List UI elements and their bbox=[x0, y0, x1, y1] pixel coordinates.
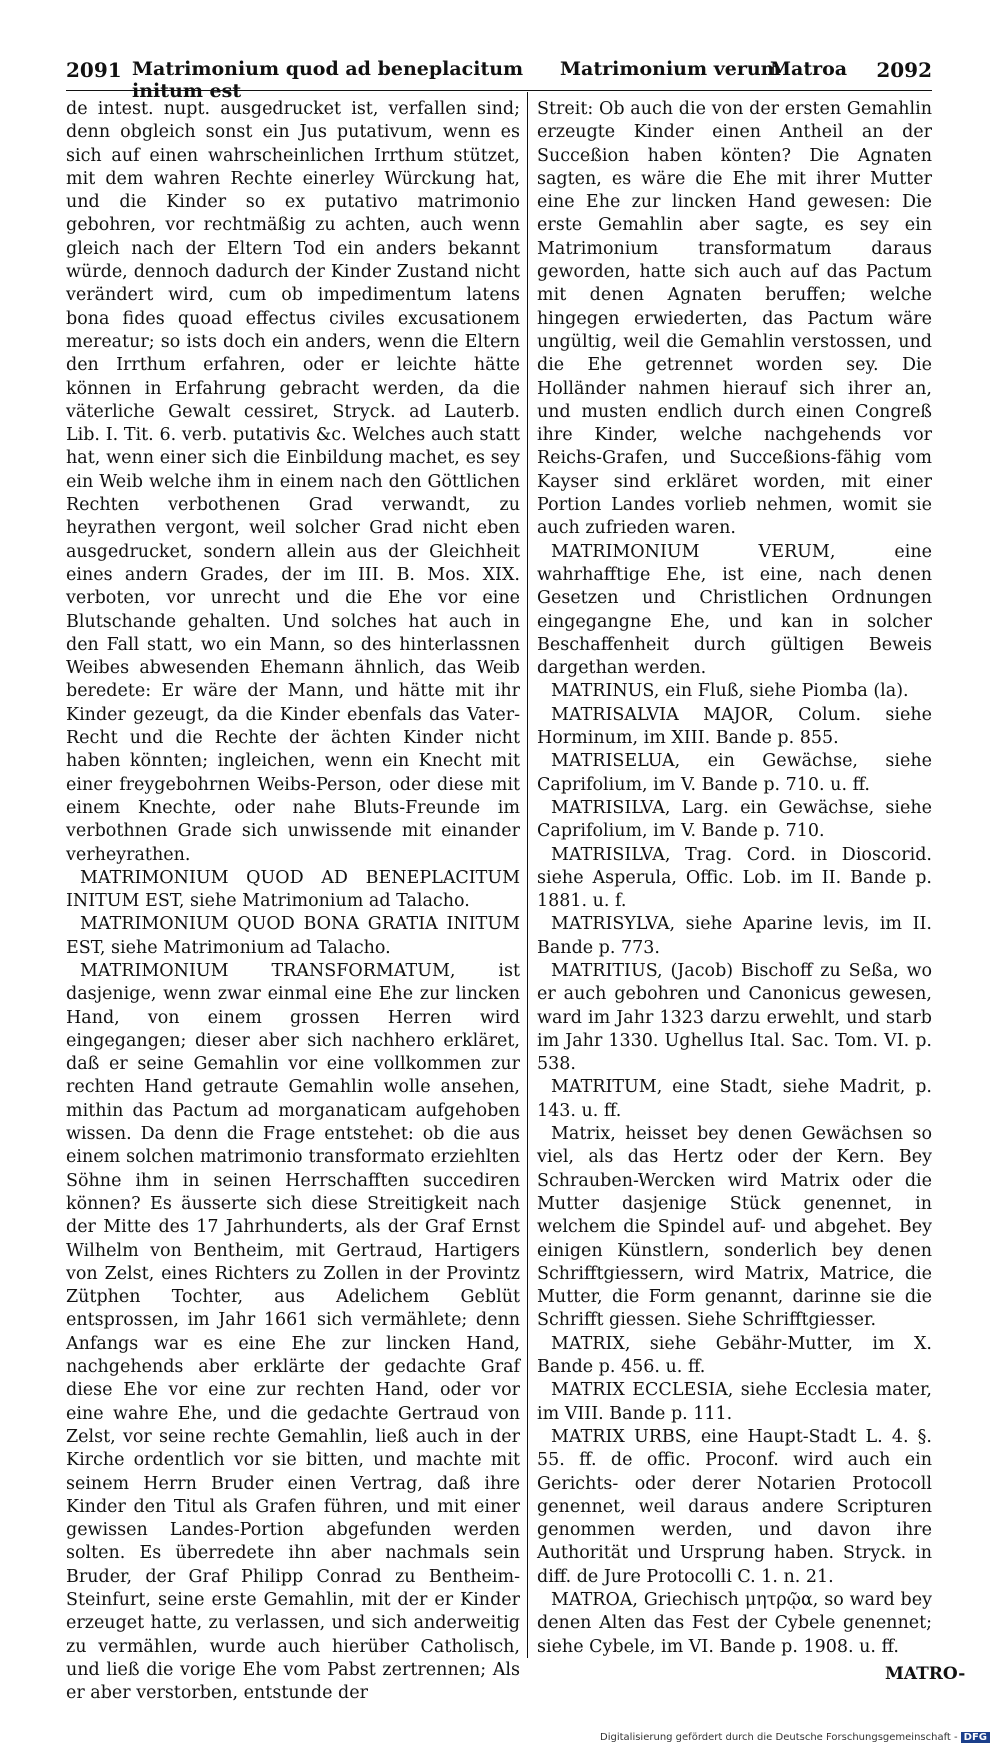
catchword: MATRO- bbox=[885, 1664, 966, 1684]
right-header-catch: Matroa bbox=[770, 58, 848, 80]
right-page-number: 2092 bbox=[876, 58, 932, 82]
digitization-footer bbox=[600, 1732, 990, 1743]
footer-text: Digitalisierung gefördert durch die Deutsche Forschungsgemeinschaft - bbox=[600, 1732, 958, 1743]
dfg-logo: DFG bbox=[961, 1732, 990, 1743]
entry-matrisalvia-major: MATRISALVIA MAJOR, Colum. siehe Horminum, im XIII. Bande p. 855. bbox=[537, 704, 932, 749]
entry-matroa: MATROA, Griechisch μητρῷα, so ward bey denen Alten das Fest der Cybele genennet; siehe Cybele, im VI. Bande p. 1908. u. ff. bbox=[537, 1590, 932, 1657]
left-running-title: Matrimonium quod ad beneplacitum initum est bbox=[132, 58, 524, 102]
entry-matrix-plants: Matrix, heisset bey denen Gewächsen so viel, als das Hertz oder der Kern. Bey Schrauben-Wercken wird Matrix oder die Mutter dasjenige Stück genennet, in welchem die Spindel auf- und abgehet. Bey einigen Künstlern, sonderlich bey denen Schrifftgiessern, wird Matrix, Matrice, die Mutter, die Form genannt, darinne sie die Schrifft giessen. Siehe Schrifftgiesser. bbox=[537, 1124, 932, 1331]
entry-matrix: MATRIX, siehe Gebähr-Mutter, im X. Bande p. 456. u. ff. bbox=[537, 1333, 932, 1378]
continuation-paragraph-right: Streit: Ob auch die von der ersten Gemahlin erzeugte Kinder einen Antheil an der Succeßion haben könten? Die Agnaten sagten, es wäre die Ehe mit ihrer Mutter eine Ehe zur lincken Hand gewesen: Die erste Gemahlin aber sagte, es sey ein Matrimonium transformatum daraus geworden, hatte sich auch auf das Pactum mit denen Agnaten beruffen; welche hingegen erwiederten, das Pactum wäre ungültig, weil die Gemahlin verstossen, und die Ehe getrennet worden sey. Die Holländer nahmen hierauf sich ihrer an, und musten endlich durch einen Congreß ihre Kinder, welche nachgehends vor Reichs-Grafen, und Succeßions-fähig vom Kayser sind erkläret worden, mit einer Portion Landes vorlieb nehmen, womit sie auch zufrieden waren. bbox=[537, 99, 932, 539]
entry-matrisylva: MATRISYLVA, siehe Aparine levis, im II. Bande p. 773. bbox=[537, 914, 932, 958]
entry-matritum: MATRITUM, eine Stadt, siehe Madrit, p. 143. u. ff. bbox=[537, 1077, 932, 1121]
entry-matrimonium-verum: MATRIMONIUM VERUM, eine wahrhafftige Ehe, ist eine, nach denen Gesetzen und Christlichen Ordnungen eingegangne Ehe, und kan in solcher Beschaffenheit durch gültigen Beweis dargethan werden. bbox=[537, 541, 932, 679]
entry-matrimonium-quod-bona-gratia: MATRIMONIUM QUOD BONA GRATIA INITUM EST, siehe Matrimonium ad Talacho. bbox=[66, 914, 520, 958]
left-column bbox=[66, 98, 520, 1705]
right-column bbox=[537, 98, 932, 1659]
entry-matrinus: MATRINUS, ein Fluß, siehe Piomba (la). bbox=[551, 681, 909, 702]
entry-matritius: MATRITIUS, (Jacob) Bischoff zu Seßa, wo er auch gebohren und Canonicus gewesen, ward im Jahr 1323 darzu erwehlt, und starb im Jahr 1330. Ughellus Ital. Sac. Tom. VI. p. 538. bbox=[537, 960, 932, 1075]
right-page-header bbox=[552, 58, 932, 92]
right-running-title: Matrimonium verum bbox=[560, 58, 781, 80]
entry-matrix-urbs: MATRIX URBS, eine Haupt-Stadt L. 4. §. 55. ff. de offic. Proconf. wird auch ein Gerichts- oder derer Notarien Protocoll genennet, weil daraus andere Scripturen genommen werden, und davon ihre Authorität und Ursprung haben. Stryck. in diff. de Jure Protocolli C. 1. n. 21. bbox=[537, 1426, 932, 1587]
entry-matrix-ecclesia: MATRIX ECCLESIA, siehe Ecclesia mater, im VIII. Bande p. 111. bbox=[537, 1380, 932, 1424]
column-divider bbox=[527, 92, 528, 1658]
entry-matrisilva-trag: MATRISILVA, Trag. Cord. in Dioscorid. siehe Asperula, Offic. Lob. im II. Bande p. 1881. u. f. bbox=[537, 844, 932, 912]
entry-matrimonium-transformatum: MATRIMONIUM TRANSFORMATUM, ist dasjenige, wenn zwar einmal eine Ehe zur lincken Hand, von einem grossen Herren wird eingegangen; dieser aber sich nachhero erkläret, daß er seine Gemahlin vor eine vollkommen zur rechten Hand getraute Gemahlin wolle ansehen, mithin das Pactum ad morganaticam aufgehoben wissen. Da denn die Frage entstehet: ob die aus einem solchen matrimonio transformato erziehlten Söhne ihm in seinen Herrschafften succediren können? Es äusserte sich diese Streitigkeit nach der Mitte des 17 Jahrhunderts, als der Graf Ernst Wilhelm von Bentheim, mit Gertraud, Hartigers von Zelst, eines Richters zu Zollen in der Provintz Zütphen Tochter, aus Adelichem Geblüt entsprossen, im Jahr 1661 sich vermählete; denn Anfangs war es eine Ehe zur lincken Hand, nachgehends aber erklärte der gedachte Graf diese Ehe vor eine zur rechten Hand, oder vor eine wahre Ehe, und die gedachte Gertraud von Zelst, vor seine rechte Gemahlin, ließ auch in der Kirche ordentlich vor sie bitten, und machte mit seinem Herrn Bruder einen Vertrag, daß ihre Kinder den Titul als Grafen führen, und mit einer gewissen Landes-Portion abgefunden werden solten. Es überredete ihn aber nachmals sein Bruder, der Graf Philipp Conrad zu Bentheim-Steinfurt, seine erste Gemahlin, mit der er Kinder erzeuget hatte, zu verlassen, und sich anderweitig zu vermählen, wurde auch hierüber Catholisch, und ließ die vorige Ehe vom Pabst zertrennen; Als er aber verstorben, entstunde der bbox=[66, 960, 520, 1704]
entry-matrisilva-larg: MATRISILVA, Larg. ein Gewächse, siehe Caprifolium, im V. Bande p. 710. bbox=[537, 797, 932, 842]
left-page-number: 2091 bbox=[66, 58, 122, 82]
continuation-paragraph: de intest. nupt. ausgedrucket ist, verfallen sind; denn obgleich sonst ein Jus putativum, wenn es sich auf einen wahrscheinlichen Irrthum stützet, mit dem wahren Rechte einerley Würckung hat, und die Kinder so ex putativo matrimonio gebohren, vor rechtmäßig zu achten, auch wenn gleich nach der Eltern Tod ein anders bekannt würde, dennoch dadurch der Kinder Zustand nicht verändert wird, cum ob impedimentum latens bona fides quoad effectus civiles excusationem mereatur; so ists doch ein anders, wenn die Eltern den Irrthum erfahren, oder er leichte hätte können in Erfahrung gebracht werden, da die väterliche Gewalt cessiret, Stryck. ad Lauterb. Lib. I. Tit. 6. verb. putativis &c. Welches auch statt hat, wenn einer sich die Einbildung machet, es sey ein Weib welche ihm in einem nach den Göttlichen Rechten verbothenen Grad verwandt, zu heyrathen vergont, weil solcher Grad nicht eben ausgedrucket, sondern allein aus der Gleichheit eines andern Grades, der im III. B. Mos. XIX. verboten, vor unrecht und die Ehe vor eine Blutschande gehalten. Und solches hat auch in den Fall statt, wo ein Mann, so des hinterlassnen Weibes abwesenden Ehemann ähnlich, das Weib beredete: Er wäre der Mann, und hätte mit ihr Kinder gezeugt, da die Kinder ebenfals das Vater-Recht und die Rechte der ächten Kinder nicht haben könnten; ingleichen, wenn ein Knecht mit einer freygebohrnen Weibs-Person, oder diese mit einem Knechte, oder nahe Bluts-Freunde im verbothnen Grade sich unwissende mit einander verheyrathen. bbox=[66, 99, 520, 865]
header-rule bbox=[66, 90, 932, 91]
left-page-header bbox=[66, 58, 532, 102]
entry-matrimonium-quod-ad-beneplacitum: MATRIMONIUM QUOD AD BENEPLACITUM INITUM EST, siehe Matrimonium ad Talacho. bbox=[66, 867, 520, 912]
entry-matriselua: MATRISELUA, ein Gewächse, siehe Caprifolium, im V. Bande p. 710. u. ff. bbox=[537, 751, 932, 795]
